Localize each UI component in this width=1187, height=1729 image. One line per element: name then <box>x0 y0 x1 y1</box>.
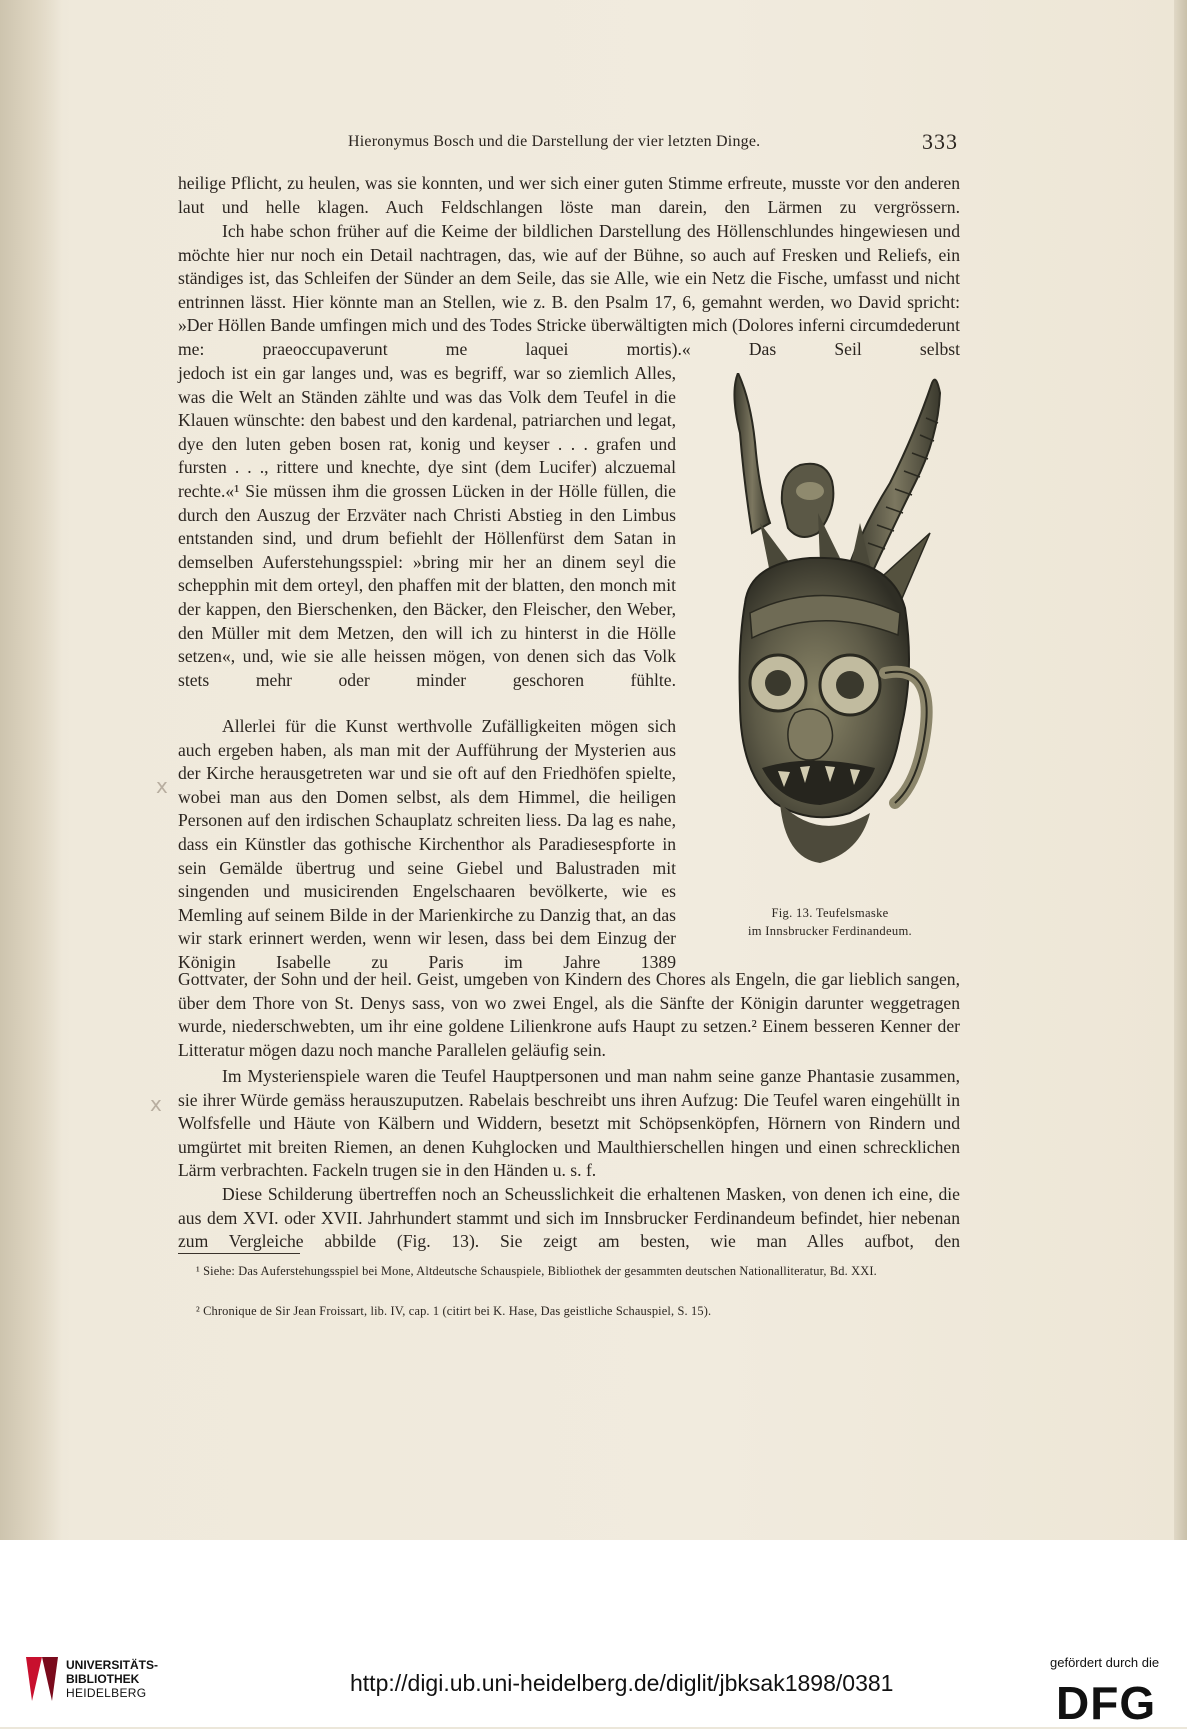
paragraph-4: Allerlei für die Kunst werthvolle Zufälligkeiten mögen sich auch ergeben haben, als man mit der Aufführung der Mysterien aus der Kirche herausgetreten war und sie oft auf den Friedhöfen spielte, wobei man aus den Domen selbst, als dem Himmel, die heiligen Personen auf den irdischen Schauplatz schreiten liess. Da lag es nahe, dass ein Künstler das gothische Kirchenthor als Paradiesespforte in sein Gemälde übertrug und seine Giebel und Balustraden mit singenden und musicirenden Engelschaaren bevölkerte, wie es Memling auf seinem Bilde in der Marienkirche zu Danzig that, an das wir stark erinnert werden, wenn wir lesen, dass bei dem Einzug der Königin Isabelle zu Paris im Jahre 1389 <box>178 716 676 972</box>
pencil-margin-mark: x <box>150 1092 162 1116</box>
figure-caption-line-2: im Innsbrucker Ferdinandeum. <box>747 924 913 938</box>
dfg-logo: DFG <box>1056 1677 1157 1729</box>
paragraph-6: Im Mysterienspiele waren die Teufel Hauptpersonen und man nahm seine ganze Phantasie zusammen, sie ihrer Würde gemäss herauszuputzen. Rabelais beschreibt uns ihren Aufzug: Die Teufel waren eingehüllt in Wolfsfelle und Häute von Kälbern und Widdern, besetzt mit Schöpsenköpfen, Hörnern von Rindern und umgürtet mit breiten Riemen, an denen Kuhglocken und Maulthierschellen hingen und einen schrecklichen Lärm verbrachten. Fackeln trugen sie in den Händen u. s. f. <box>178 1066 960 1181</box>
pencil-margin-mark: x <box>156 774 168 798</box>
library-name-line-3: HEIDELBERG <box>66 1686 147 1700</box>
paragraph-7: Diese Schilderung übertreffen noch an Scheusslichkeit die erhaltenen Masken, von denen ich eine, die aus dem XVI. oder XVII. Jahrhundert stammt und sich im Innsbrucker Ferdinandeum befindet, hier nebenan zum Vergleiche abbilde (Fig. 13). Sie zeigt am besten, wie man Alles aufbot, den <box>178 1184 960 1252</box>
paragraph-5: Gottvater, der Sohn und der heil. Geist, umgeben von Kindern des Chores als Engeln, die gar lieblich sangen, über dem Thore von St. Denys sass, von wo zwei Engel, als die Sänfte der Königin darunter weggetragen wurde, niederschwebten, um ihr eine goldene Lilienkrone aufs Haupt zu setzen.² Einem besseren Kenner der Litteratur mögen dazu noch manche Parallelen geläufig sein. <box>178 969 960 1060</box>
devil-mask-illustration <box>700 373 960 893</box>
footnote-1: ¹ Siehe: Das Auferstehungsspiel bei Mone, Altdeutsche Schauspiele, Bibliothek der gesammten deutschen Nationalliteratur, Bd. XXI. <box>196 1264 877 1278</box>
footnote-2: ² Chronique de Sir Jean Froissart, lib. IV, cap. 1 (citirt bei K. Hase, Das geistliche Schauspiel, S. 15). <box>196 1304 712 1318</box>
paragraph-3: jedoch ist ein gar langes und, was es begriff, war so ziemlich Alles, was die Welt an Ständen zählte und was das Volk dem Teufel in die Klauen wünschte: den babest und den kardenal, patriarchen und legat, dye den luten geben bosen rat, konig und keyser . . . grafen und fursten . . ., rittere und knechte, dye sint (dem Lucifer) alczuemal rechte.«¹ Sie müssen ihm die grossen Lücken in der Hölle füllen, die durch den Auszug der Erzväter nach Christi Abstieg in den Limbus entstanden sind, und drum befiehlt der Höllenfürst dem Satan in demselben Auferstehungsspiel: »bring mir her an dinem seyl die schepphin mit dem orteyl, den phaffen mit der blatten, den monch mit der kappen, den Bierschenken, den Bäcker, den Fleischer, den Weber, den Müller mit dem Metzen, den will ich zu hinterst in die Hölle setzen«, und, wie sie alle heissen mögen, von denen sich das Volk stets mehr oder minder geschoren fühlte. <box>178 363 676 690</box>
library-name <box>66 1658 158 1700</box>
library-logo-icon <box>22 1655 62 1703</box>
figure-caption-line-1: Fig. 13. Teufelsmaske <box>771 906 889 920</box>
library-name-line-2: BIBLIOTHEK <box>66 1672 140 1686</box>
running-title: Hieronymus Bosch und die Darstellung der vier letzten Dinge. <box>348 133 761 150</box>
permalink-url[interactable]: http://digi.ub.uni-heidelberg.de/diglit/jbksak1898/0381 <box>350 1670 894 1696</box>
footnote-rule <box>178 1253 300 1254</box>
page-edge <box>1174 0 1187 1540</box>
library-name-line-1: UNIVERSITÄTS- <box>66 1658 159 1672</box>
page-number: 333 <box>922 129 958 154</box>
digitization-footer <box>0 1540 1187 1727</box>
paragraph-1: heilige Pflicht, zu heulen, was sie konnten, und wer sich einer guten Stimme erfreute, musste vor den anderen laut und helle klagen. Auch Feldschlangen löste man darein, den Lärmen zu vergrössern. <box>178 173 960 217</box>
running-header <box>178 129 958 161</box>
paragraph-2: Ich habe schon früher auf die Keime der bildlichen Darstellung des Höllenschlundes hingewiesen und möchte hier nur noch ein Detail nachtragen, das, wie auf der Bühne, so auch auf Fresken und Reliefs, ein ständiges ist, das Schleifen der Sünder an dem Seile, das sie Alle, wie ein Netz die Fische, umfasst und nicht entrinnen lässt. Hier könnte man an Stellen, wie z. B. den Psalm 17, 6, gemahnt werden, wo David spricht: »Der Höllen Bande umfingen mich und des Todes Stricke überwältigten mich (Dolores inferni circumdederunt me: praeoccupaverunt me laquei mortis).« Das Seil selbst <box>178 221 960 359</box>
book-spine-shadow <box>0 0 62 1540</box>
funding-label: gefördert durch die <box>1050 1655 1160 1670</box>
figure-caption <box>680 904 980 940</box>
